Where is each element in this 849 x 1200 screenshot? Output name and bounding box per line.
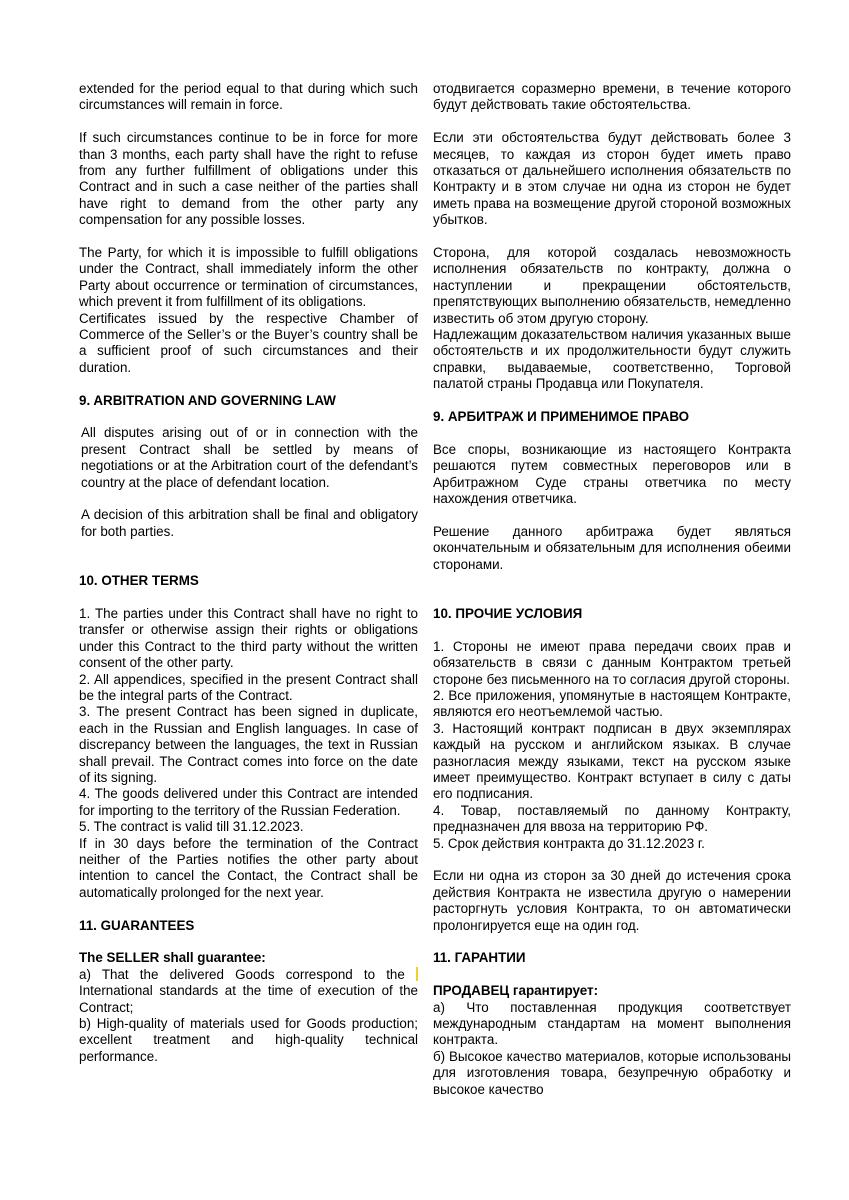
ru-other-terms-item-1: 1. Стороны не имеют права передачи своих прав и обязательств в связи с данным Контрактом третьей стороне без письменного на то согласия другой стороны. <box>433 638 791 687</box>
en-guarantees-item-a <box>79 967 418 1016</box>
ru-force-majeure-p4: Надлежащим доказательством наличия указанных выше обстоятельств и их продолжительности будут служить справки, выдаваемые, соответственно, Торговой палатой страны Продавца или Покупателя. <box>433 327 791 392</box>
russian-column <box>433 81 791 1098</box>
en-guarantees-subheading: The SELLER shall guarantee: <box>79 950 266 966</box>
ru-arbitration-p1: Все споры, возникающие из настоящего Контракта решаются путем совместных переговоров или в Арбитражном Суде страны ответчика по месту нахождения ответчика. <box>433 441 791 507</box>
ru-guarantees-item-b: б) Высокое качество материалов, которые использованы для изготовления товара, безупречную обработку и высокое качество <box>433 1048 791 1097</box>
ru-other-terms-item-5: 5. Срок действия контракта до 31.12.2023 г. <box>433 835 705 851</box>
ru-arbitration-p2: Решение данного арбитража будет являться окончательным и обязательным для исполнения обеими сторонами. <box>433 523 791 572</box>
ru-other-terms-item-2: 2. Все приложения, упомянутые в настоящем Контракте, являются его неотъемлемой частью. <box>433 687 791 720</box>
en-guarantees-item-a-prefix: a) That the delivered Goods correspond to the <box>79 966 416 982</box>
en-guarantees-item-b: b) High-quality of materials used for Goods production; excellent treatment and high-quality technical performance. <box>79 1016 418 1064</box>
en-force-majeure-p2: If such circumstances continue to be in force for more than 3 months, each party shall have the right to refuse from any further fulfillment of obligations under this Contract and in such a case neither of the parties shall have right to demand from the other party any compensation for any possible losses. <box>79 130 418 228</box>
en-guarantees-item-a-rest: nternational standards at the time of execution of the Contract; <box>79 983 418 1015</box>
en-other-terms-item-6: If in 30 days before the termination of the Contract neither of the Parties notifies the other party about intention to cancel the Contact, the Contract shall be automatically prolonged for the next year. <box>79 835 418 900</box>
en-other-terms-item-5: 5. The contract is valid till 31.12.2023. <box>79 819 304 835</box>
en-guarantees-heading: 11. GUARANTEES <box>79 917 195 933</box>
ru-force-majeure-p2: Если эти обстоятельства будут действовать более 3 месяцев, то каждая из сторон будет иметь право отказаться от дальнейшего исполнения обязательств по Контракту и в этом случае ни одна из сторон не будет иметь права на возмещение другой стороной возможных убытков. <box>433 130 791 228</box>
text-cursor-highlight <box>416 967 418 981</box>
en-arbitration-p2: A decision of this arbitration shall be final and obligatory for both parties. <box>81 507 418 539</box>
en-force-majeure-p4: Certificates issued by the respective Chamber of Commerce of the Seller’s or the Buyer’s country shall be a sufficient proof of such circumstances and their duration. <box>79 310 418 375</box>
ru-force-majeure-p1: отодвигается соразмерно времени, в течение которого будут действовать такие обстоятельства. <box>433 81 791 113</box>
en-guarantees-item-a-letter: I <box>79 983 83 999</box>
en-other-terms-heading: 10. OTHER TERMS <box>79 573 199 589</box>
en-other-terms-item-2: 2. All appendices, specified in the present Contract shall be the integral parts of the Contract. <box>79 671 418 703</box>
en-other-terms-item-1: 1. The parties under this Contract shall have no right to transfer or otherwise assign their rights or obligations under this Contract to the third party without the written consent of the other party. <box>79 605 418 671</box>
ru-other-terms-item-4: 4. Товар, поставляемый по данному Контракту, предназначен для ввоза на территорию РФ. <box>433 802 791 835</box>
ru-guarantees-subheading: ПРОДАВЕЦ гарантирует: <box>433 983 599 999</box>
ru-arbitration-heading: 9. АРБИТРАЖ И ПРИМЕНИМОЕ ПРАВО <box>433 409 690 425</box>
ru-guarantees-item-a: а) Что поставленная продукция соответствует международным стандартам на момент выполнения контракта. <box>433 999 791 1048</box>
en-other-terms-item-3: 3. The present Contract has been signed in duplicate, each in the Russian and English languages. In case of discrepancy between the languages, the text in Russian shall prevail. The Contract comes into force on the date of its signing. <box>79 704 418 785</box>
ru-guarantees-heading: 11. ГАРАНТИИ <box>433 950 526 966</box>
en-arbitration-heading: 9. ARBITRATION AND GOVERNING LAW <box>79 392 336 408</box>
en-other-terms-item-4: 4. The goods delivered under this Contract are intended for importing to the territory of the Russian Federation. <box>79 786 418 818</box>
english-column <box>79 81 418 1065</box>
en-arbitration-p1: All disputes arising out of or in connection with the present Contract shall be settled by means of negotiations or at the Arbitration court of the defendant’s country at the place of defendant location. <box>81 425 418 490</box>
ru-other-terms-item-6: Если ни одна из сторон за 30 дней до истечения срока действия Контракта не известила другую о намерении расторгнуть условия Контракта, то он автоматически пролонгируется еще на один год. <box>433 868 791 933</box>
en-force-majeure-p1: extended for the period equal to that during which such circumstances will remain in force. <box>79 81 418 113</box>
ru-force-majeure-p3: Сторона, для которой создалась невозможность исполнения обязательств по контракту, должна о наступлении и прекращении обстоятельств, препятствующих выполнению обязательств, немедленно известить об этом другую сторону. <box>433 245 791 326</box>
en-force-majeure-p3: The Party, for which it is impossible to fulfill obligations under the Contract, shall immediately inform the other Party about occurrence or termination of circumstances, which prevent it from fulfillment of its obligations. <box>79 245 418 310</box>
ru-other-terms-heading: 10. ПРОЧИЕ УСЛОВИЯ <box>433 605 583 621</box>
ru-other-terms-item-3: 3. Настоящий контракт подписан в двух экземплярах каждый на русском и английском языках. В случае разногласия между языками, текст на русском языке имеет преимущество. Контракт вступает в силу с даты его подписания. <box>433 720 791 802</box>
